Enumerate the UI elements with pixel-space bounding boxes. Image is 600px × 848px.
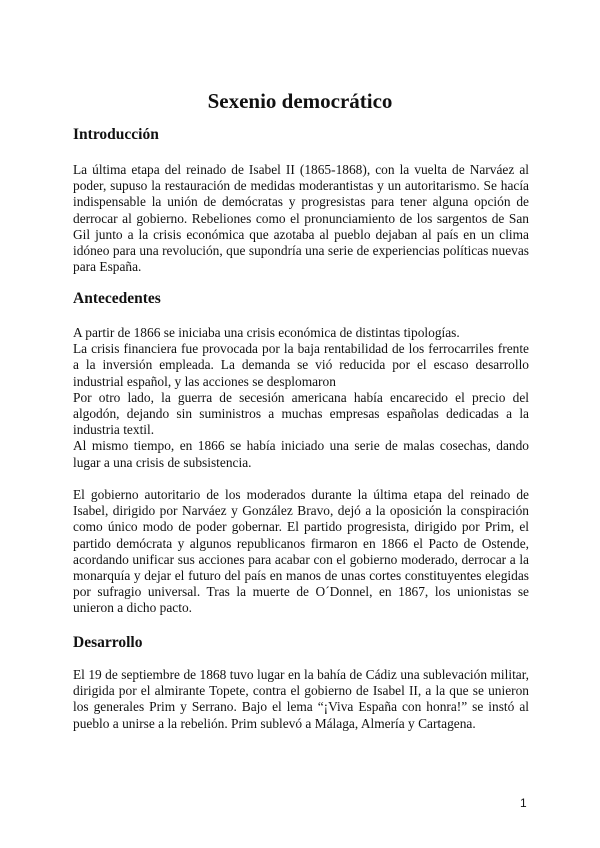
page-number: 1 [520, 796, 527, 810]
antecedentes-line: La crisis financiera fue provocada por la baja rentabilidad de los ferrocarriles frente a la inversión empleada. La demanda se vió reducida por el escaso desarrollo industrial español, y las acciones se desplomaron [73, 341, 529, 389]
section-heading-desarrollo: Desarrollo [73, 634, 143, 651]
antecedentes-line: Por otro lado, la guerra de secesión americana había encarecido el precio del algodón, dejando sin suministros a muchas empresas españolas dedicadas a la industria textil. [73, 389, 529, 438]
paragraph-desarrollo: El 19 de septiembre de 1868 tuvo lugar en la bahía de Cádiz una sublevación militar, dirigida por el almirante Topete, contra el gobierno de Isabel II, a la que se unieron los generales Prim y Serrano. Bajo el lema “¡Viva España con honra!” se instó al pueblo a unirse a la rebelión. Prim sublevó a Málaga, Almería y Cartagena. [73, 667, 529, 731]
antecedentes-line: A partir de 1866 se iniciaba una crisis económica de distintas tipologías. [73, 325, 460, 340]
paragraph-introduccion: La última etapa del reinado de Isabel II (1865-1868), con la vuelta de Narváez al poder, supuso la restauración de medidas moderantistas y un autoritarismo. Se hacía indispensable la unión de demócratas y progresistas para tener alguna opción de derrocar al gobierno. Rebeliones como el pronunciamiento de los sargentos de San Gil junto a la crisis económica que azotaba al pueblo dejaban al país en un clima idóneo para una revolución, que supondría una serie de experiencias políticas nuevas para España. [73, 162, 529, 275]
paragraph-antecedentes [73, 325, 529, 471]
section-heading-introduccion: Introducción [73, 126, 159, 143]
section-heading-antecedentes: Antecedentes [73, 290, 161, 307]
paragraph-antecedentes-2: El gobierno autoritario de los moderados durante la última etapa del reinado de Isabel, dirigido por Narváez y González Bravo, dejó a la oposición la conspiración como único modo de poder gobernar. El partido progresista, dirigido por Prim, el partido demócrata y algunos republicanos firmaron en 1866 el Pacto de Ostende, acordando unificar sus acciones para acabar con el gobierno moderado, derrocar a la monarquía y dejar el futuro del país en manos de unas cortes constituyentes elegidas por sufragio universal. Tras la muerte de O´Donnel, en 1867, los unionistas se unieron a dicho pacto. [73, 487, 529, 616]
document-title: Sexenio democrático [207, 89, 393, 113]
antecedentes-line: Al mismo tiempo, en 1866 se había iniciado una serie de malas cosechas, dando lugar a una crisis de subsistencia. [73, 438, 529, 470]
